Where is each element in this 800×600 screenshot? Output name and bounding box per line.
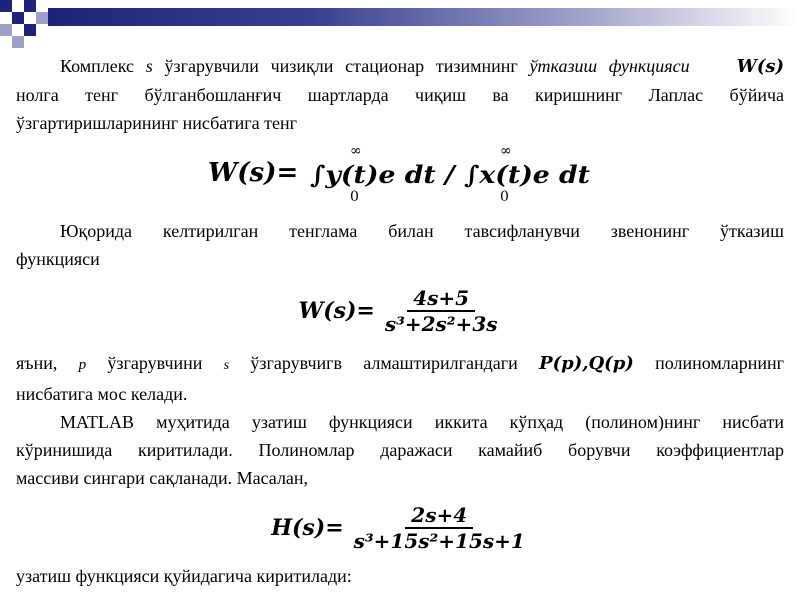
formula-rhs: ∫y(t)e dt / ∫x(t)e dt [310,160,590,189]
text-run: ўзгартиришларининг нисбатига тенг [16,113,298,133]
text-run: нолга тенг бўлганбошланғич шартларда чиқиш ва киришнинг Лаплас бўйича [16,85,784,105]
text-run: узатиш функцияси қуйидагича киритилади: [16,566,352,586]
term-transfer-function: ўтказиш функцияси [529,56,690,76]
formula-lhs: H(s)= [271,515,344,541]
text-run: функцияси [16,249,100,269]
text-run: MATLAB муҳитида узатиш функцияси иккита кўпҳад (полином)нинг нисбати [60,412,784,432]
text-run: нисбатига мос келади. [16,384,188,404]
text-run: полиномларнинг [633,353,785,373]
paragraph-substitution-line2 [16,380,784,408]
paragraph-matlab-line2 [16,436,784,464]
fraction [381,286,502,336]
lower-limit: 0 [350,189,359,203]
fraction-denominator: s³+15s²+15s+1 [353,529,525,553]
slide-content [16,48,784,590]
formula-laplace-svg [200,143,600,203]
fraction-numerator: 2s+4 [405,503,473,529]
formula-hs-fraction [16,498,784,558]
text-run: кўринишида киритилади. Полиномлар даражаси камайиб борувчи коэффициентлар [16,440,784,460]
paragraph-intro-line2 [16,81,784,109]
fraction-numerator: 4s+5 [407,286,475,312]
formula-laplace-ratio [16,143,784,203]
paragraph-matlab-line3 [16,464,784,492]
text-run: Юқорида келтирилган тенглама билан тавсифланувчи звенонинг ўтказиш [60,221,784,241]
text-run: ўзгарувчили чизиқли стационар тизимнинг [152,56,530,76]
text-run: яъни, [16,353,79,373]
fraction [350,503,529,553]
paragraph-substitution [16,349,784,380]
formula-pq: P(p),Q(p) [539,353,634,374]
text-run: массиви сингари сақланади. Масалан, [16,468,309,488]
formula-ws-fraction [16,283,784,339]
paragraph-entry [16,562,784,590]
text-run: ўзгарувчини [86,353,224,373]
text-run: Комплекс [60,56,146,76]
upper-limit: ∞ [350,143,362,159]
paragraph-matlab [16,408,784,436]
paragraph-above [16,217,784,245]
variable-s: s [223,358,230,373]
lower-limit: 0 [500,189,509,203]
fraction-denominator: s³+2s²+3s [384,312,498,336]
paragraph-above-line2 [16,245,784,273]
formula-ws: W(s) [736,56,784,77]
variable-p: p [78,357,87,373]
paragraph-intro-line3 [16,109,784,137]
formula-lhs: W(s)= [298,298,375,324]
upper-limit: ∞ [500,143,512,159]
formula-lhs: W(s)= [208,158,299,188]
header-gradient-bar [48,8,800,26]
paragraph-intro [16,52,784,81]
variable-s: s [145,56,153,76]
checkered-corner-decoration [0,0,48,48]
text-run: ўзгарувчигв алмаштирилгандаги [229,353,540,373]
